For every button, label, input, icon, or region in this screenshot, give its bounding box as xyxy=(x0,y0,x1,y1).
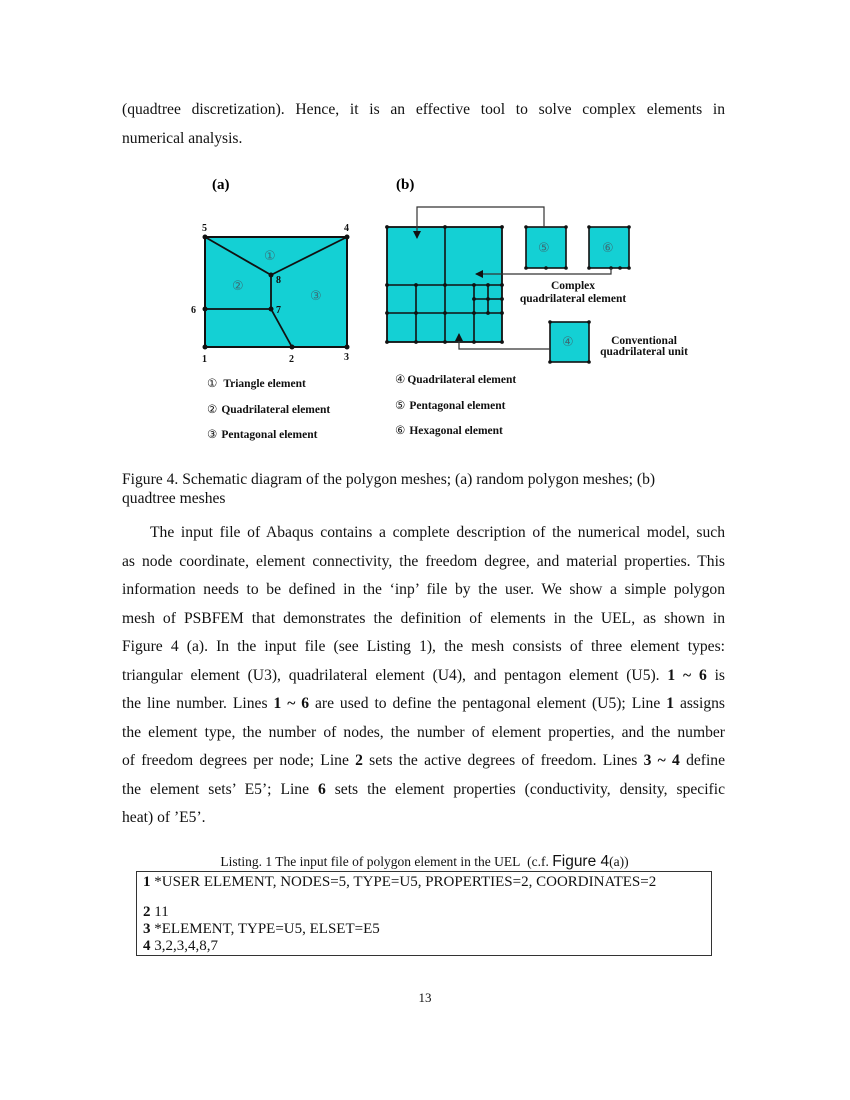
text-span: define xyxy=(686,752,726,769)
text-span: of freedom degrees per node; Line xyxy=(122,752,349,769)
quadtree-node xyxy=(385,340,389,344)
quadtree-node xyxy=(486,283,490,287)
annotation-conventional-line2: quadrilateral unit xyxy=(600,346,688,358)
bold-span: 6 xyxy=(317,780,326,798)
listing-title-text: Listing. 1 The input file of polygon element in the UEL xyxy=(220,854,521,869)
figure-4 xyxy=(0,160,850,460)
text-line xyxy=(122,662,725,691)
code-text: *USER ELEMENT, NODES=5, TYPE=U5, PROPERTIES=2, COORDINATES=2 xyxy=(154,874,657,890)
node-label-8: 8 xyxy=(276,275,281,286)
text-span: are used to define the pentagonal element (U5); Line xyxy=(314,695,661,712)
node-5 xyxy=(203,235,208,240)
node-label-6: 6 xyxy=(191,305,196,316)
element-mark-1: ① xyxy=(264,249,276,264)
text-span: the element sets’ E5’; Line xyxy=(122,780,310,798)
text-line: (quadtree discretization). Hence, it is an effective tool to solve complex elements in xyxy=(122,101,725,118)
node-label-2: 2 xyxy=(289,354,294,365)
listing-row xyxy=(143,904,711,921)
quadtree-node xyxy=(472,283,476,287)
caption-line: Figure 4. Schematic diagram of the polygon meshes; (a) random polygon meshes; (b) xyxy=(122,471,656,488)
quadtree-node xyxy=(500,340,504,344)
line-number: 4 xyxy=(143,938,151,954)
text-span: sets the active degrees of freedom. Lines xyxy=(369,752,638,769)
node-label-5: 5 xyxy=(202,223,207,234)
body-paragraph xyxy=(122,519,725,833)
node-8 xyxy=(269,273,274,278)
node-6 xyxy=(203,307,208,312)
legend-item: ⑤ Pentagonal element xyxy=(395,398,506,412)
code-listing xyxy=(136,871,712,956)
bold-span: 1 ~ 6 xyxy=(273,695,310,712)
node-label-1: 1 xyxy=(202,354,207,365)
text-line: mesh of PSBFEM that demonstrates the definition of elements in the UEL, as shown in xyxy=(122,609,725,627)
text-span: sets the element properties (conductivity, density, specific xyxy=(334,780,725,798)
quadtree-node xyxy=(414,283,418,287)
panel-b-legend xyxy=(395,372,516,437)
element-mark-3: ③ xyxy=(310,289,322,304)
node-label-7: 7 xyxy=(276,305,281,316)
legend-item: ② Quadrilateral element xyxy=(207,402,331,416)
node-label-4: 4 xyxy=(344,223,349,234)
text-line xyxy=(122,690,725,719)
quadtree-node xyxy=(472,297,476,301)
node-7 xyxy=(269,307,274,312)
node-1 xyxy=(203,345,208,350)
panel-b-annotations xyxy=(520,280,688,358)
text-line: information needs to be defined in the ‘inp’ file by the user. We show a simple polygon xyxy=(122,581,725,598)
line-number: 3 xyxy=(143,921,151,937)
listing-title-end: (a)) xyxy=(609,854,629,869)
text-line: The input file of Abaqus contains a complete description of the numerical model, such xyxy=(150,524,725,541)
legend-item: ⑥ Hexagonal element xyxy=(395,423,503,437)
legend-item: ④ Quadrilateral element xyxy=(395,372,517,386)
quadtree-node xyxy=(385,311,389,315)
code-text: *ELEMENT, TYPE=U5, ELSET=E5 xyxy=(154,921,380,937)
bold-span: 1 xyxy=(666,695,674,712)
text-line: as node coordinate, element connectivity, the freedom degree, and material properties. This xyxy=(122,552,725,570)
quadtree-node xyxy=(500,283,504,287)
code-text: 3,2,3,4,8,7 xyxy=(154,938,218,954)
quadtree-node xyxy=(385,225,389,229)
quadtree-node xyxy=(414,311,418,315)
quadtree-node xyxy=(500,311,504,315)
annotation-complex-line2: quadrilateral element xyxy=(519,293,627,305)
code-text: 11 xyxy=(154,904,169,920)
quadtree-node xyxy=(414,340,418,344)
panel-b-label: (b) xyxy=(396,177,415,193)
bold-span: 3 ~ 4 xyxy=(643,752,680,769)
quadtree-node xyxy=(443,340,447,344)
panel-a-legend xyxy=(207,376,330,441)
element-mark-2: ② xyxy=(232,279,244,294)
legend-item: ① Triangle element xyxy=(207,376,306,390)
text-span: assigns xyxy=(679,695,725,712)
figure-caption xyxy=(122,470,732,508)
figure-4-diagram xyxy=(0,160,850,460)
text-span: the line number. Lines xyxy=(122,695,268,712)
text-line: the element type, the number of nodes, the number of element properties, and the number xyxy=(122,723,725,741)
panel-b xyxy=(385,177,688,437)
listing-title xyxy=(136,853,713,871)
bold-span: 2 xyxy=(355,752,363,769)
element-mark-6: ⑥ xyxy=(602,241,614,256)
quadtree-node xyxy=(443,311,447,315)
page-number: 13 xyxy=(418,990,432,1005)
node-2 xyxy=(290,345,295,350)
quadtree-node xyxy=(385,283,389,287)
quadtree-node xyxy=(500,225,504,229)
text-line: heat) of ’E5’. xyxy=(122,809,206,826)
line-number: 1 xyxy=(143,874,151,890)
panel-a-domain xyxy=(205,237,347,347)
quadtree-node xyxy=(443,283,447,287)
intro-paragraph xyxy=(122,96,725,153)
panel-a-label: (a) xyxy=(212,177,230,193)
line-number: 2 xyxy=(143,904,151,920)
element-mark-5: ⑤ xyxy=(538,241,550,256)
listing-title-figure-ref: Figure 4 xyxy=(552,853,610,870)
text-line xyxy=(122,776,725,805)
quadtree-node xyxy=(486,311,490,315)
quadtree-node xyxy=(443,225,447,229)
text-line: Figure 4 (a). In the input file (see Listing 1), the mesh consists of three element types: xyxy=(122,638,725,655)
annotation-complex-line1: Complex xyxy=(550,280,596,292)
node-3 xyxy=(345,345,350,350)
listing-row xyxy=(143,938,711,955)
listing-row xyxy=(143,921,711,938)
annotation-conventional-line1: Conventional xyxy=(611,335,677,347)
node-label-3: 3 xyxy=(344,352,349,363)
legend-item: ③ Pentagonal element xyxy=(207,427,318,441)
bold-span: 1 ~ 6 xyxy=(667,666,707,684)
quadtree-node xyxy=(486,297,490,301)
caption-line: quadtree meshes xyxy=(122,490,226,507)
listing-row xyxy=(143,874,711,891)
text-span: is xyxy=(714,666,725,684)
text-span: triangular element (U3), quadrilateral element (U4), and pentagon element (U5). xyxy=(122,666,660,684)
panel-a xyxy=(191,177,350,441)
quadtree-node xyxy=(500,297,504,301)
element-mark-4: ④ xyxy=(562,335,574,350)
listing-title-cf: (c.f. xyxy=(527,854,549,869)
node-4 xyxy=(345,235,350,240)
quadtree-node xyxy=(472,340,476,344)
text-line xyxy=(122,747,725,776)
text-line: numerical analysis. xyxy=(122,129,243,147)
quadtree-node xyxy=(472,311,476,315)
